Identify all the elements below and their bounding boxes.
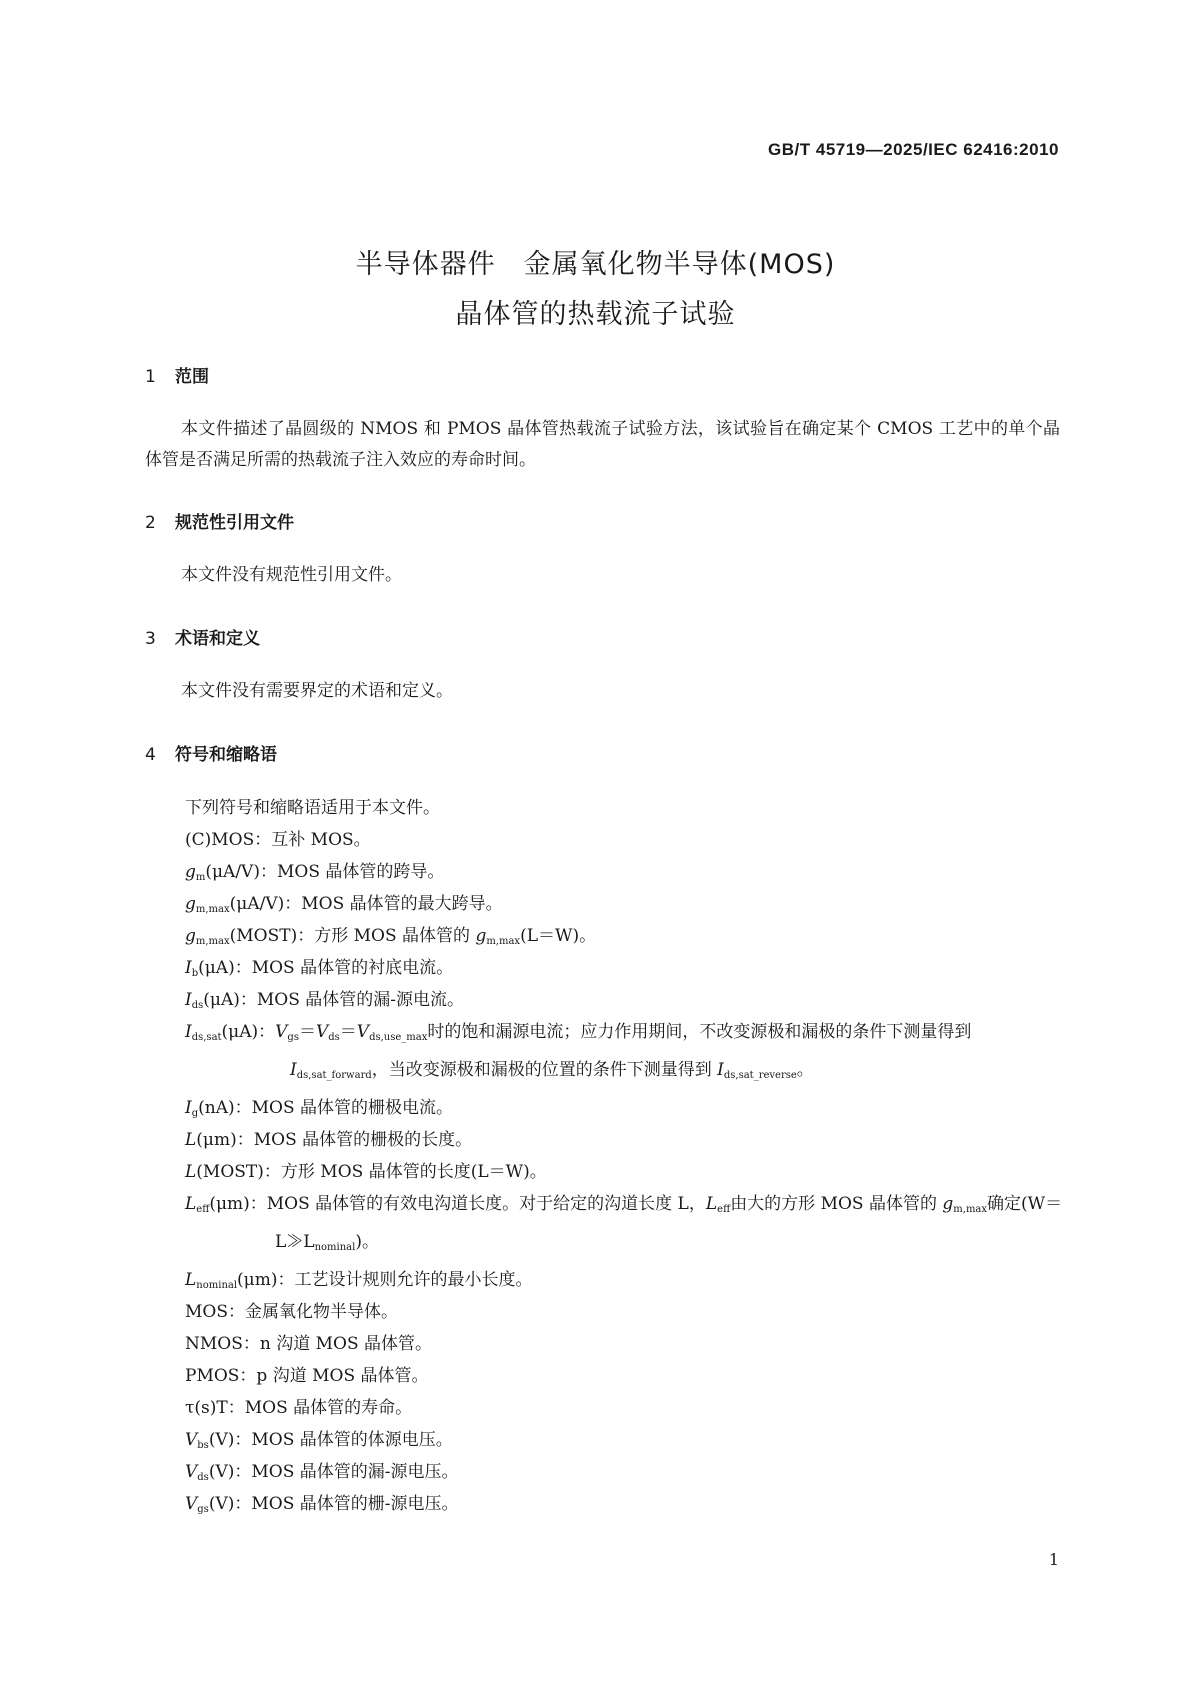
section-2-body: 本文件没有规范性引用文件。 (181, 565, 402, 585)
page-number: 1 (1048, 1550, 1059, 1569)
symbol-list (185, 792, 1065, 1520)
section-title: 规范性引用文件 (175, 513, 294, 533)
symbol-gm: $g_m(\mu A/V)$：MOS 晶体管的跨导。 (185, 862, 445, 883)
standard-code: GB/T 45719—2025/IEC 62416:2010 (768, 140, 1059, 159)
section-number: 4 (145, 745, 156, 765)
section-title: 范围 (175, 367, 209, 387)
symbol-ids-sat: $I_{ds,sat}(\mu A)$：$V_{gs}=V_{ds}=V_{ds,use\_max}$时的饱和漏源电流；应力作用期间，不改变源极和漏极的条件下测量得到 $I_{ds,sat\_forward}$，当改变源极和漏极的位置的条件下测量得到 $I_{ds,sat\_reverse}$。 (185, 1022, 972, 1081)
document-title (0, 240, 1191, 340)
symbol-vds: $V_{ds}(V)$：MOS 晶体管的漏-源电压。 (185, 1462, 459, 1483)
symbol-mos: MOS：金属氧化物半导体。 (185, 1302, 398, 1322)
section-4-heading (145, 740, 277, 765)
section-number: 2 (145, 513, 156, 533)
symbol-pmos: PMOS：p 沟道 MOS 晶体管。 (185, 1366, 429, 1386)
title-line-1: 半导体器件 金属氧化物半导体(MOS) (355, 249, 836, 280)
title-line-2: 晶体管的热载流子试验 (455, 299, 736, 330)
symbol-vbs: $V_{bs}(V)$：MOS 晶体管的体源电压。 (185, 1430, 453, 1451)
symbol-vgs: $V_{gs}(V)$：MOS 晶体管的栅-源电压。 (185, 1494, 459, 1515)
symbol-ids: $I_{ds}(\mu A)$：MOS 晶体管的漏-源电流。 (185, 990, 464, 1011)
symbol-nmos: NMOS：n 沟道 MOS 晶体管。 (185, 1334, 433, 1354)
section-title: 术语和定义 (175, 629, 260, 649)
section-number: 3 (145, 629, 156, 649)
symbol-l-most: L(MOST)：方形 MOS 晶体管的长度(L＝W)。 (185, 1162, 547, 1182)
symbol-leff: $L_{eff}(\mu m)$：MOS 晶体管的有效电沟道长度。对于给定的沟道长度 L，$L_{eff}$由大的方形 MOS 晶体管的 $g_{m,max}$确定$(W=L≫L_{nominal})$。 (185, 1194, 1063, 1253)
section-1-heading (145, 362, 209, 387)
section-3-heading (145, 624, 260, 649)
symbol-gm-max-most: $g_{m,max}(MOST)$：方形 MOS 晶体管的 $g_{m,max}(L=W)$。 (185, 926, 597, 947)
symbol-l-nominal: $L_{nominal}(\mu m)$：工艺设计规则允许的最小长度。 (185, 1270, 533, 1291)
symbol-tau: τ(s)T：MOS 晶体管的寿命。 (185, 1398, 413, 1418)
symbol-ig: $I_g(nA)$：MOS 晶体管的栅极电流。 (185, 1098, 454, 1119)
symbol-intro: 下列符号和缩略语适用于本文件。 (185, 798, 440, 818)
section-1-body: 本文件描述了晶圆级的 NMOS 和 PMOS 晶体管热载流子试验方法，该试验旨在确定某个 CMOS 工艺中的单个晶体管是否满足所需的热载流子注入效应的寿命时间。 (145, 419, 1060, 470)
section-2-heading (145, 508, 294, 533)
symbol-gm-max: $g_{m,max}(\mu A/V)$：MOS 晶体管的最大跨导。 (185, 894, 503, 915)
section-3-body: 本文件没有需要界定的术语和定义。 (181, 681, 453, 701)
symbol-l: L(μm)：MOS 晶体管的栅极的长度。 (185, 1130, 473, 1150)
section-title: 符号和缩略语 (175, 745, 277, 765)
symbol-ib: $I_b(\mu A)$：MOS 晶体管的衬底电流。 (185, 958, 454, 979)
symbol-cmos: (C)MOS：互补 MOS。 (185, 830, 371, 850)
section-number: 1 (145, 367, 156, 387)
